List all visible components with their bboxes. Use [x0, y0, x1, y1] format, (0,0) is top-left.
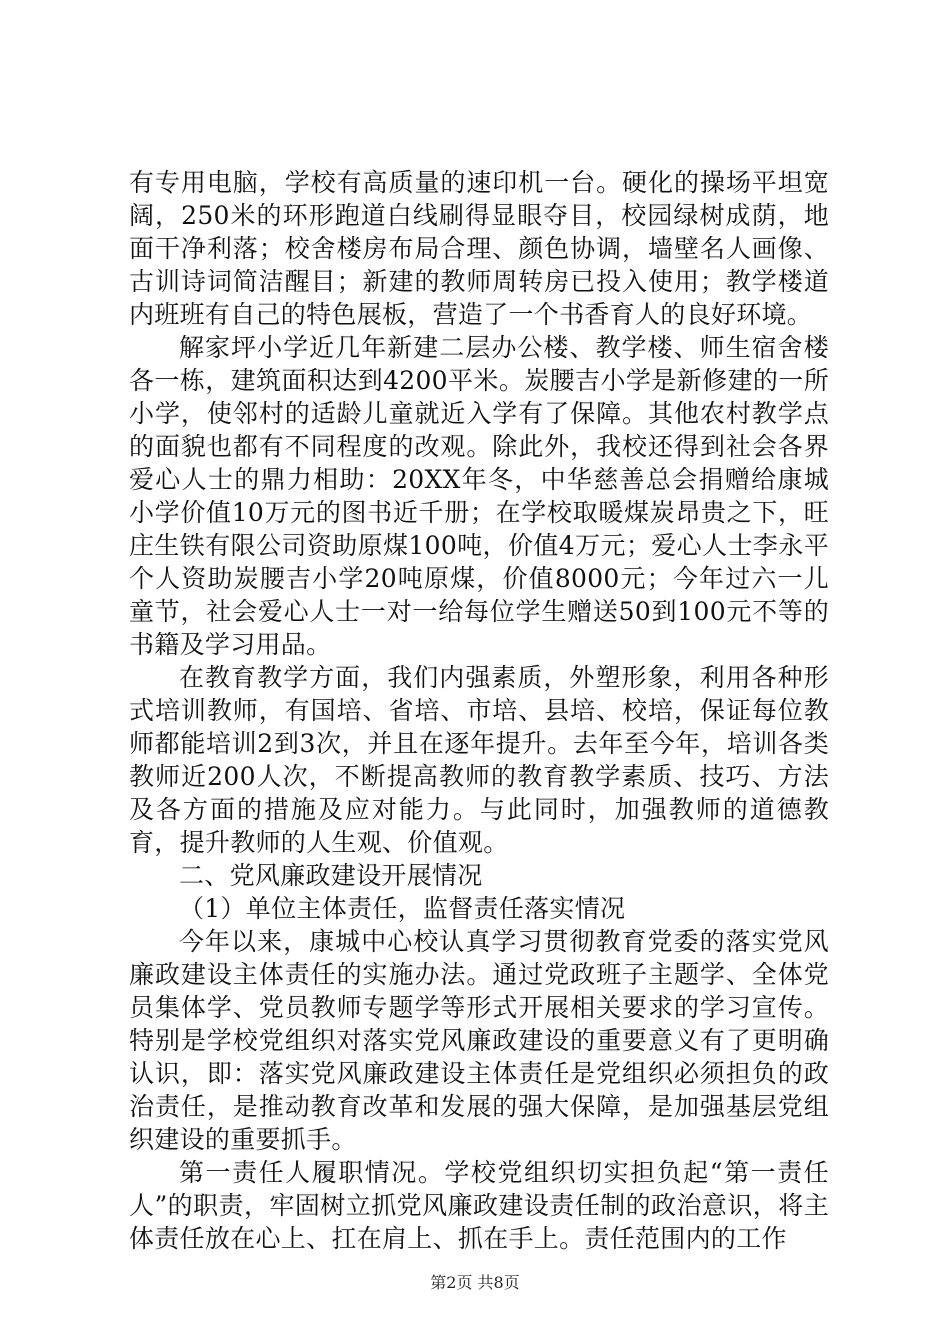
subsection-heading: （1）单位主体责任，监督责任落实情况 — [179, 894, 626, 923]
paragraph-3: 在教育教学方面，我们内强素质，外塑形象，利用各种形式培训教师，有国培、省培、市培、县培、校培，保证每位教师都能培训2到3次，并且在逐年提升。去年至今年，培训各类教师近200人次，不断提高教师的教育教学素质、技巧、方法及各方面的措施及应对能力。与此同时，加强教师的道德教育，提升教师的人生观、价值观。 — [129, 663, 829, 857]
section-heading: 二、党风廉政建设开展情况 — [179, 861, 483, 890]
paragraph-1: 有专用电脑，学校有高质量的速印机一台。硬化的操场平坦宽阔，250米的环形跑道白线刷得显眼夺目，校园绿树成荫，地面干净利落；校舍楼房布局合理、颜色协调，墙壁名人画像、古训诗词简洁醒目；新建的教师周转房已投入使用；教学楼道内班班有自己的特色展板，营造了一个书香育人的良好环境。 — [129, 168, 829, 329]
document-body — [129, 166, 829, 1255]
paragraph-4: 今年以来，康城中心校认真学习贯彻教育党委的落实党风廉政建设主体责任的实施办法。通过党政班子主题学、全体党员集体学、党员教师专题学等形式开展相关要求的学习宣传。特别是学校党组织对落实党风廉政建设的重要意义有了更明确认识，即：落实党风廉政建设主体责任是党组织必须担负的政治责任，是推动教育改革和发展的强大保障，是加强基层党组织建设的重要抓手。 — [129, 927, 829, 1154]
page-footer: 第2页 共8页 — [430, 1273, 520, 1292]
paragraph-5: 第一责任人履职情况。学校党组织切实担负起“第一责任人”的职责，牢固树立抓党风廉政建设责任制的政治意识，将主体责任放在心上、扛在肩上、抓在手上。责任范围内的工作 — [129, 1158, 829, 1253]
paragraph-2: 解家坪小学近几年新建二层办公楼、教学楼、师生宿舍楼各一栋，建筑面积达到4200平米。炭腰吉小学是新修建的一所小学，使邻村的适龄儿童就近入学有了保障。其他农村教学点的面貌也都有不同程度的改观。除此外，我校还得到社会各界爱心人士的鼎力相助：20XX年冬，中华慈善总会捐赠给康城小学价值10万元的图书近千册；在学校取暖煤炭昂贵之下，旺庄生铁有限公司资助原煤100吨，价值4万元；爱心人士李永平个人资助炭腰吉小学20吨原煤，价值8000元；今年过六一儿童节，社会爱心人士一对一给每位学生赠送50到100元不等的书籍及学习用品。 — [129, 333, 829, 659]
